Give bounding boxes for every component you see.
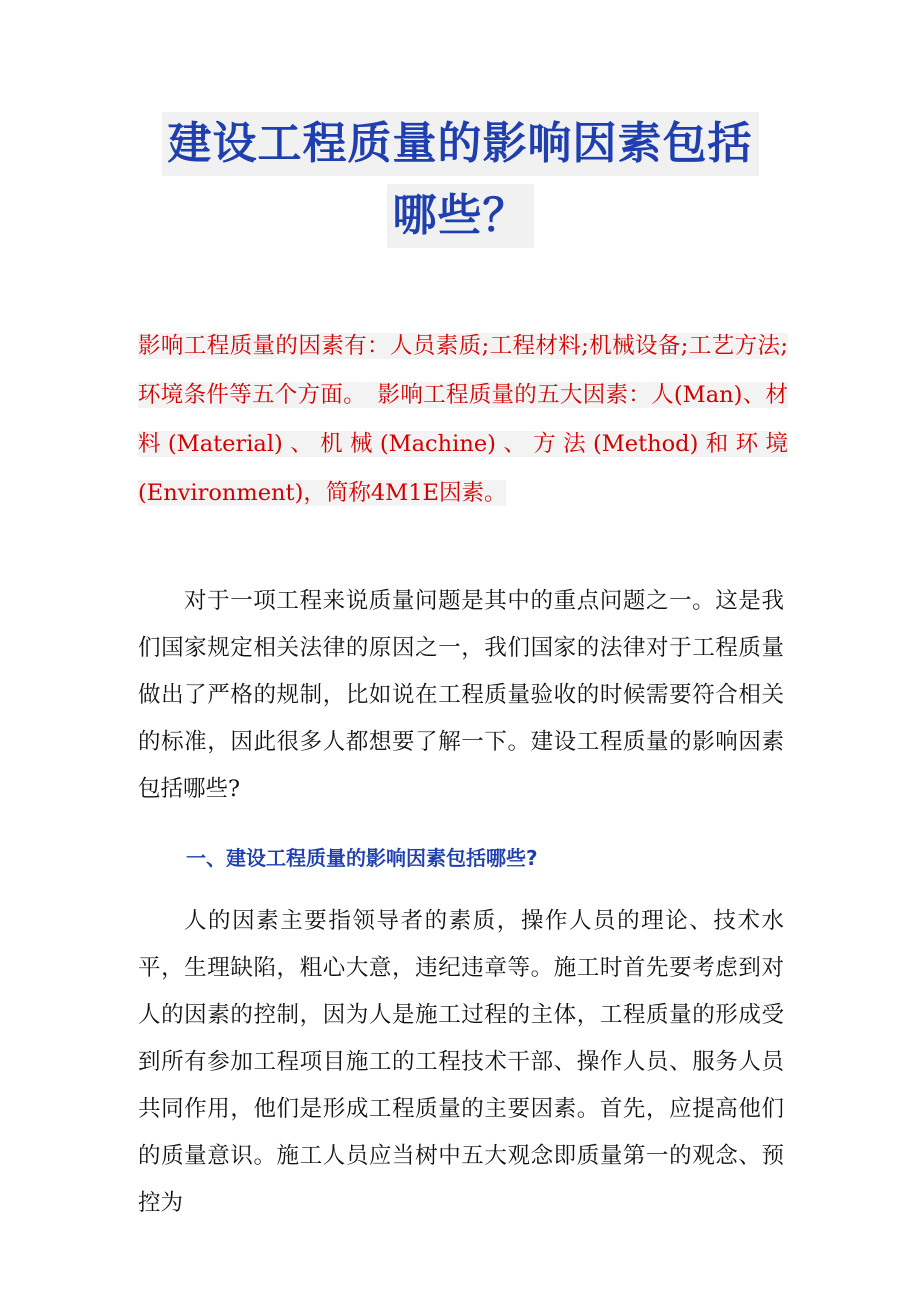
intro-paragraph: 对于一项工程来说质量问题是其中的重点问题之一。这是我们国家规定相关法律的原因之一，我们国家的法律对于工程质量做出了严格的规制，比如说在工程质量验收的时候需要符合相关的标准，因此很多人都想要了解一下。建设工程质量的影响因素包括哪些? <box>138 588 784 802</box>
summary-text: 影响工程质量的因素有：人员素质;工程材料;机械设备;工艺方法;环境条件等五个方面。 影响工程质量的五大因素：人(Man)、材料(Material)、机械(Machine)、方法(Method)和环境(Environment)，简称4M1E因素。 <box>138 333 788 506</box>
title-line-2: 哪些？ <box>387 184 534 248</box>
section-heading: 一、建设工程质量的影响因素包括哪些? <box>186 846 538 870</box>
page-title <box>0 112 920 248</box>
summary-paragraph <box>138 322 788 518</box>
section-paragraph: 人的因素主要指领导者的素质，操作人员的理论、技术水平，生理缺陷，粗心大意，违纪违章等。施工时首先要考虑到对人的因素的控制，因为人是施工过程的主体，工程质量的形成受到所有参加工程项目施工的工程技术干部、操作人员、服务人员共同作用，他们是形成工程质量的主要因素。首先，应提高他们的质量意识。施工人员应当树中五大观念即质量第一的观念、预控为 <box>138 908 784 1216</box>
title-line-1: 建设工程质量的影响因素包括 <box>162 112 759 176</box>
